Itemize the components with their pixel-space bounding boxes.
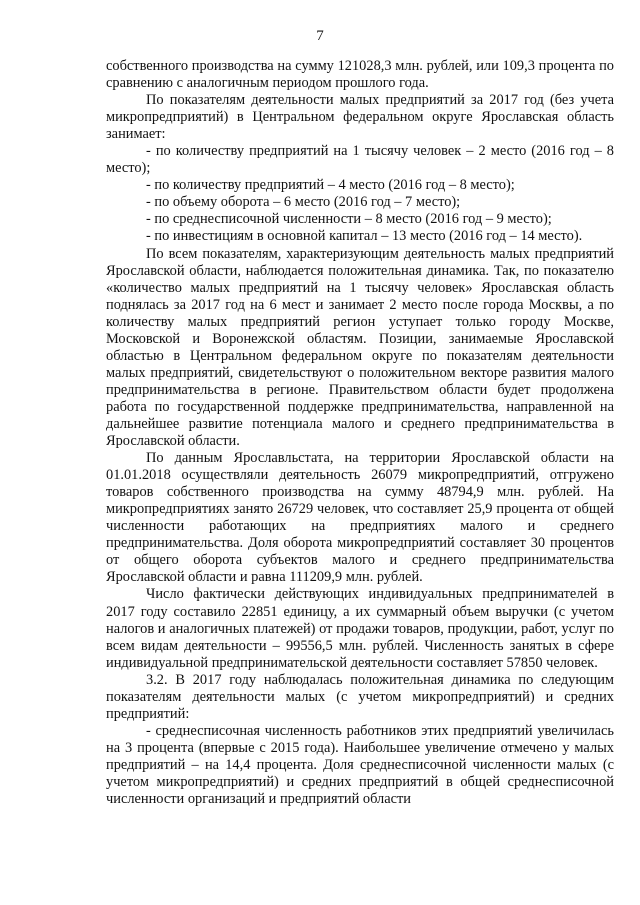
list-item-rank-turnover: - по объему оборота – 6 место (2016 год – 7 место); <box>146 194 461 211</box>
list-item-rank-investment: - по инвестициям в основной капитал – 13 место (2016 год – 14 место). <box>146 228 583 245</box>
paragraph-positive-dynamics: По всем показателям, характеризующим деятельность малых предприятий Ярославской области, наблюдается положительная динамика. Так, по показателю «количество малых предприятий на 1 тысячу человек» Ярославская область поднялась за 2017 год на 6 мест и занимает 2 место после города Москвы, а по количеству малых предприятий регион уступает только городу Москве, Московской и Воронежской областям. Позиции, занимаемые Ярославской областью в Центральном федеральном округе по показателям деятельности малых предприятий, свидетельствуют о положительном векторе развития малого предпринимательства в регионе. Правительством области будет продолжена работа по государственной поддержке предпринимательства, направленной на дальнейшее развитие потенциала малого и среднего предпринимательства в Ярославской области. <box>106 245 614 450</box>
list-item-rank-per-thousand: - по количеству предприятий на 1 тысячу человек – 2 место (2016 год – 8 место); <box>106 143 614 177</box>
list-item-rank-headcount: - по среднесписочной численности – 8 место (2016 год – 9 место); <box>146 211 552 228</box>
list-item-rank-count: - по количеству предприятий – 4 место (2016 год – 8 место); <box>146 177 515 194</box>
list-item-headcount-growth: - среднесписочная численность работников этих предприятий увеличилась на 3 процента (впервые с 2015 года). Наибольшее увеличение отмечено у малых предприятий – на 14,4 процента. Доля среднесписочной численности малых (с учетом микропредприятий) и средних предприятий в общей среднесписочной численности организаций и предприятий области <box>106 722 614 808</box>
paragraph-rankings-intro: По показателям деятельности малых предприятий за 2017 год (без учета микропредприятий) в Центральном федеральном округе Ярославская область занимает: <box>106 92 614 143</box>
paragraph-micro-enterprises: По данным Ярославльстата, на территории Ярославской области на 01.01.2018 осуществляли деятельность 26079 микропредприятий, отгружено товаров собственного производства на сумму 48794,9 млн. рублей. На микропредприятиях занято 26729 человек, что составляет 25,9 процента от общей численности работающих на предприятиях малого и среднего предпринимательства. Доля оборота микропредприятий составляет 30 процентов от общего оборота субъектов малого и среднего предпринимательства Ярославской области и равна 111209,9 млн. рублей. <box>106 450 614 586</box>
page-number: 7 <box>316 28 324 44</box>
document-body <box>106 58 614 808</box>
paragraph-individual-entrepreneurs: Число фактически действующих индивидуальных предпринимателей в 2017 году составило 22851 единицу, а их суммарный объем выручки (с учетом налогов и аналогичных платежей) от продажи товаров, продукции, работ, услуг по всем видам деятельности – 99556,5 млн. рублей. Численность занятых в сфере индивидуальной предпринимательской деятельности составляет 57850 человек. <box>106 586 614 671</box>
paragraph-section-3-2: 3.2. В 2017 году наблюдалась положительная динамика по следующим показателям деятельности малых (с учетом микропредприятий) и средних предприятий: <box>106 671 614 722</box>
paragraph-continuation: собственного производства на сумму 121028,3 млн. рублей, или 109,3 процента по сравнению с аналогичным периодом прошлого года. <box>106 58 614 92</box>
